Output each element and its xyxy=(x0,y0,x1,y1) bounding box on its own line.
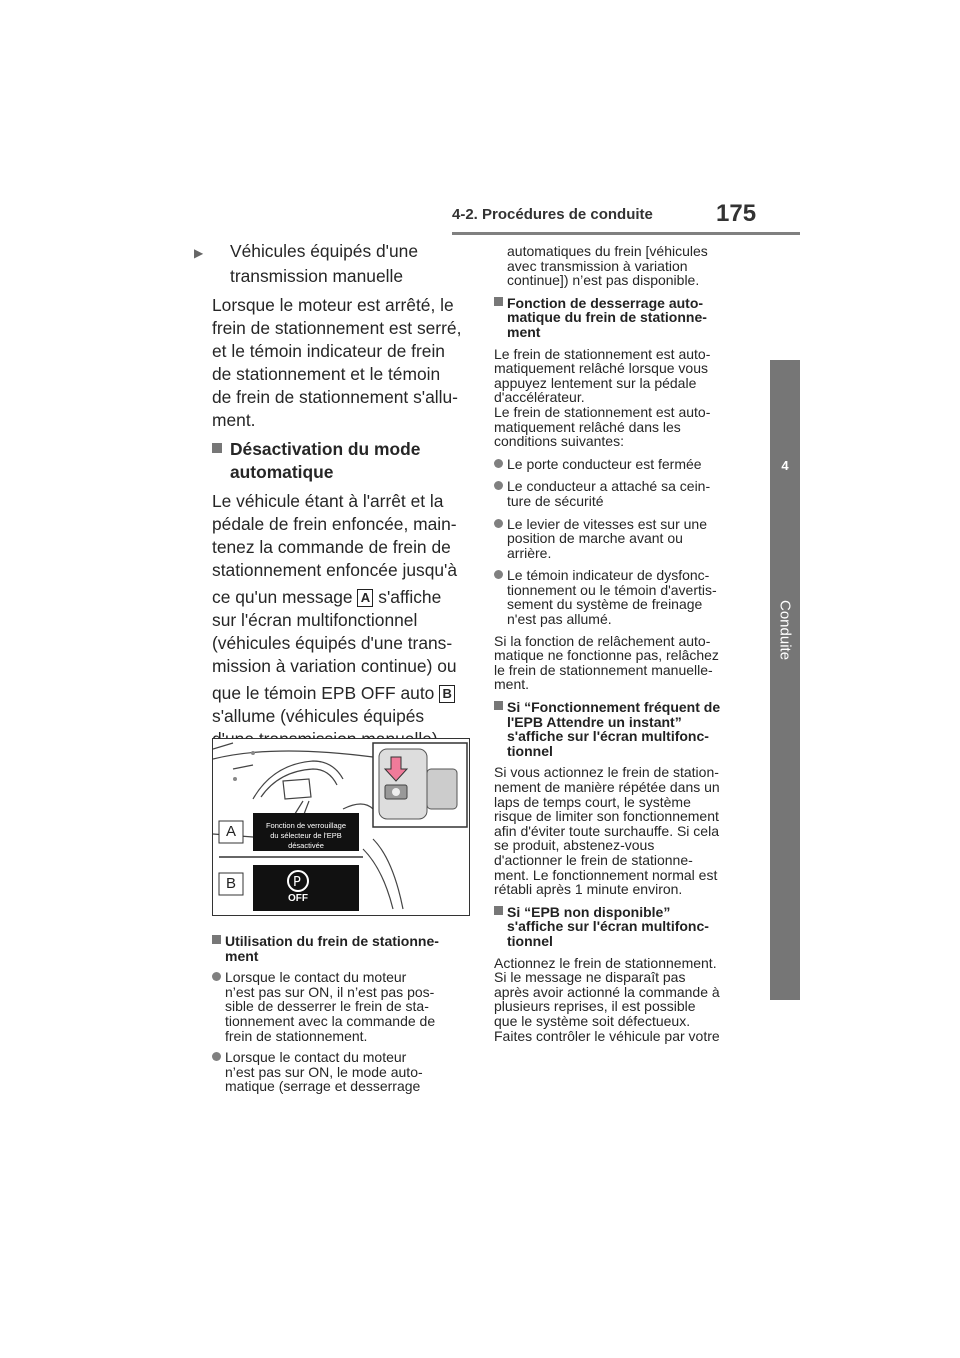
figure-message: Fonction de verrouillage du sélecteur de l'EPB désactivée xyxy=(265,821,347,850)
paragraph-continued: automatiques du frein [véhicules avec transmission à variation continue]) n’est pas disponible. xyxy=(507,243,708,289)
heading-parking-brake-use: Utilisation du frein de stationne- ment xyxy=(212,934,470,963)
square-bullet-icon xyxy=(494,297,503,306)
square-bullet-icon xyxy=(212,935,221,944)
heading-epb-unavailable: Si “EPB non disponible” s'affiche sur l'écran multifonc- tionnel xyxy=(494,905,750,949)
label-b-box: B xyxy=(439,685,455,703)
paragraph: Si la fonction de relâchement auto- matique ne fonctionne pas, relâchez le frein de stationnement manuelle- ment. xyxy=(494,632,719,693)
dot-bullet-icon xyxy=(212,972,221,981)
triangle-bullet-icon: ▶ xyxy=(194,246,204,260)
svg-text:P: P xyxy=(293,875,301,890)
label-a-box: A xyxy=(357,589,373,607)
page-number: 175 xyxy=(716,200,757,227)
list-item: Le levier de vitesses est sur une position de marche avant ou arrière. xyxy=(494,517,750,561)
left-column xyxy=(194,240,470,751)
list-item: Lorsque le contact du moteur n’est pas sur ON, il n’est pas pos- sible de desserrer le frein de sta- tionnement avec la commande de frein de stationnement. xyxy=(212,970,470,1043)
dot-bullet-icon xyxy=(494,459,503,468)
heading-deactivation: Désactivation du mode automatique xyxy=(212,438,470,484)
right-column xyxy=(494,244,750,1043)
paragraph-line: que le témoin EPB OFF auto B s'allume (véhicules équipés xyxy=(212,682,470,751)
paragraph: Actionnez le frein de stationnement. Si le message ne disparaît pas après avoir actionné la commande à plusieurs reprises, il est possible que le système soit défectueux. Faites contrôler le véhicule par votre xyxy=(494,954,720,1044)
figure-label-a: A xyxy=(225,823,236,840)
paragraph: Si vous actionnez le frein de station- nement de manière répétée dans un laps de temps court, le système risque de limiter son fonctionnement afin d'éviter toute surchauffe. Si cela se produit, abstenez-vous d'actionner le frein de stationne- ment. Le fonctionnement normal est rétabli après 1 minute environ. xyxy=(494,764,720,898)
square-bullet-icon xyxy=(212,443,222,453)
dot-bullet-icon xyxy=(494,519,503,528)
illustration-epb xyxy=(212,738,470,916)
heading-frequent-operation: Si “Fonctionnement fréquent de l'EPB Attendre un instant” s'affiche sur l'écran multifonc- tionnel xyxy=(494,700,750,758)
list-item-manual: ▶ Véhicules équipés d'une transmission manuelle xyxy=(194,241,418,286)
figure-off-text: OFF xyxy=(288,893,308,904)
dot-bullet-icon xyxy=(494,481,503,490)
chapter-label: Conduite xyxy=(776,600,794,661)
list-item: Le témoin indicateur de dysfonc- tionnement ou le témoin d'avertis- sement du système de freinage n'est pas allumé. xyxy=(494,568,750,626)
paragraph: Le frein de stationnement est auto- matiquement relâché lorsque vous appuyez lentement sur la pédale d'accélérateur. Le frein de stationnement est auto- matiquement relâché dans les conditions suivantes: xyxy=(494,345,711,450)
paragraph: Le véhicule étant à l'arrêt et la pédale de frein enfoncée, main- tenez la commande de frein de stationnement enfoncée jusqu'à xyxy=(212,491,458,580)
square-bullet-icon xyxy=(494,906,503,915)
dot-bullet-icon xyxy=(494,570,503,579)
left-bottom-notes xyxy=(212,934,470,1094)
dot-bullet-icon xyxy=(212,1052,221,1061)
section-title: 4-2. Procédures de conduite xyxy=(452,206,653,223)
list-item: Lorsque le contact du moteur n’est pas sur ON, le mode auto- matique (serrage et desserrage xyxy=(212,1050,470,1094)
list-item: Le porte conducteur est fermée xyxy=(494,457,750,472)
chapter-number: 4 xyxy=(781,458,789,473)
figure-label-b: B xyxy=(225,875,236,892)
heading-auto-release: Fonction de desserrage auto- matique du frein de stationne- ment xyxy=(494,296,750,340)
chapter-label-wrap xyxy=(770,600,800,700)
paragraph: Lorsque le moteur est arrêté, le frein de stationnement est serré, et le témoin indicateur de frein de stationnement et le témoin de frein de stationnement s'allu- ment. xyxy=(212,295,462,430)
list-item: Le conducteur a attaché sa cein- ture de sécurité xyxy=(494,479,750,508)
paragraph-line: ce qu'un message A s'affiche sur l'écran multifonctionnel (véhicules équipés d'une trans- mission à variation continue) ou xyxy=(212,587,457,676)
square-bullet-icon xyxy=(494,701,503,710)
header-divider xyxy=(452,232,800,235)
